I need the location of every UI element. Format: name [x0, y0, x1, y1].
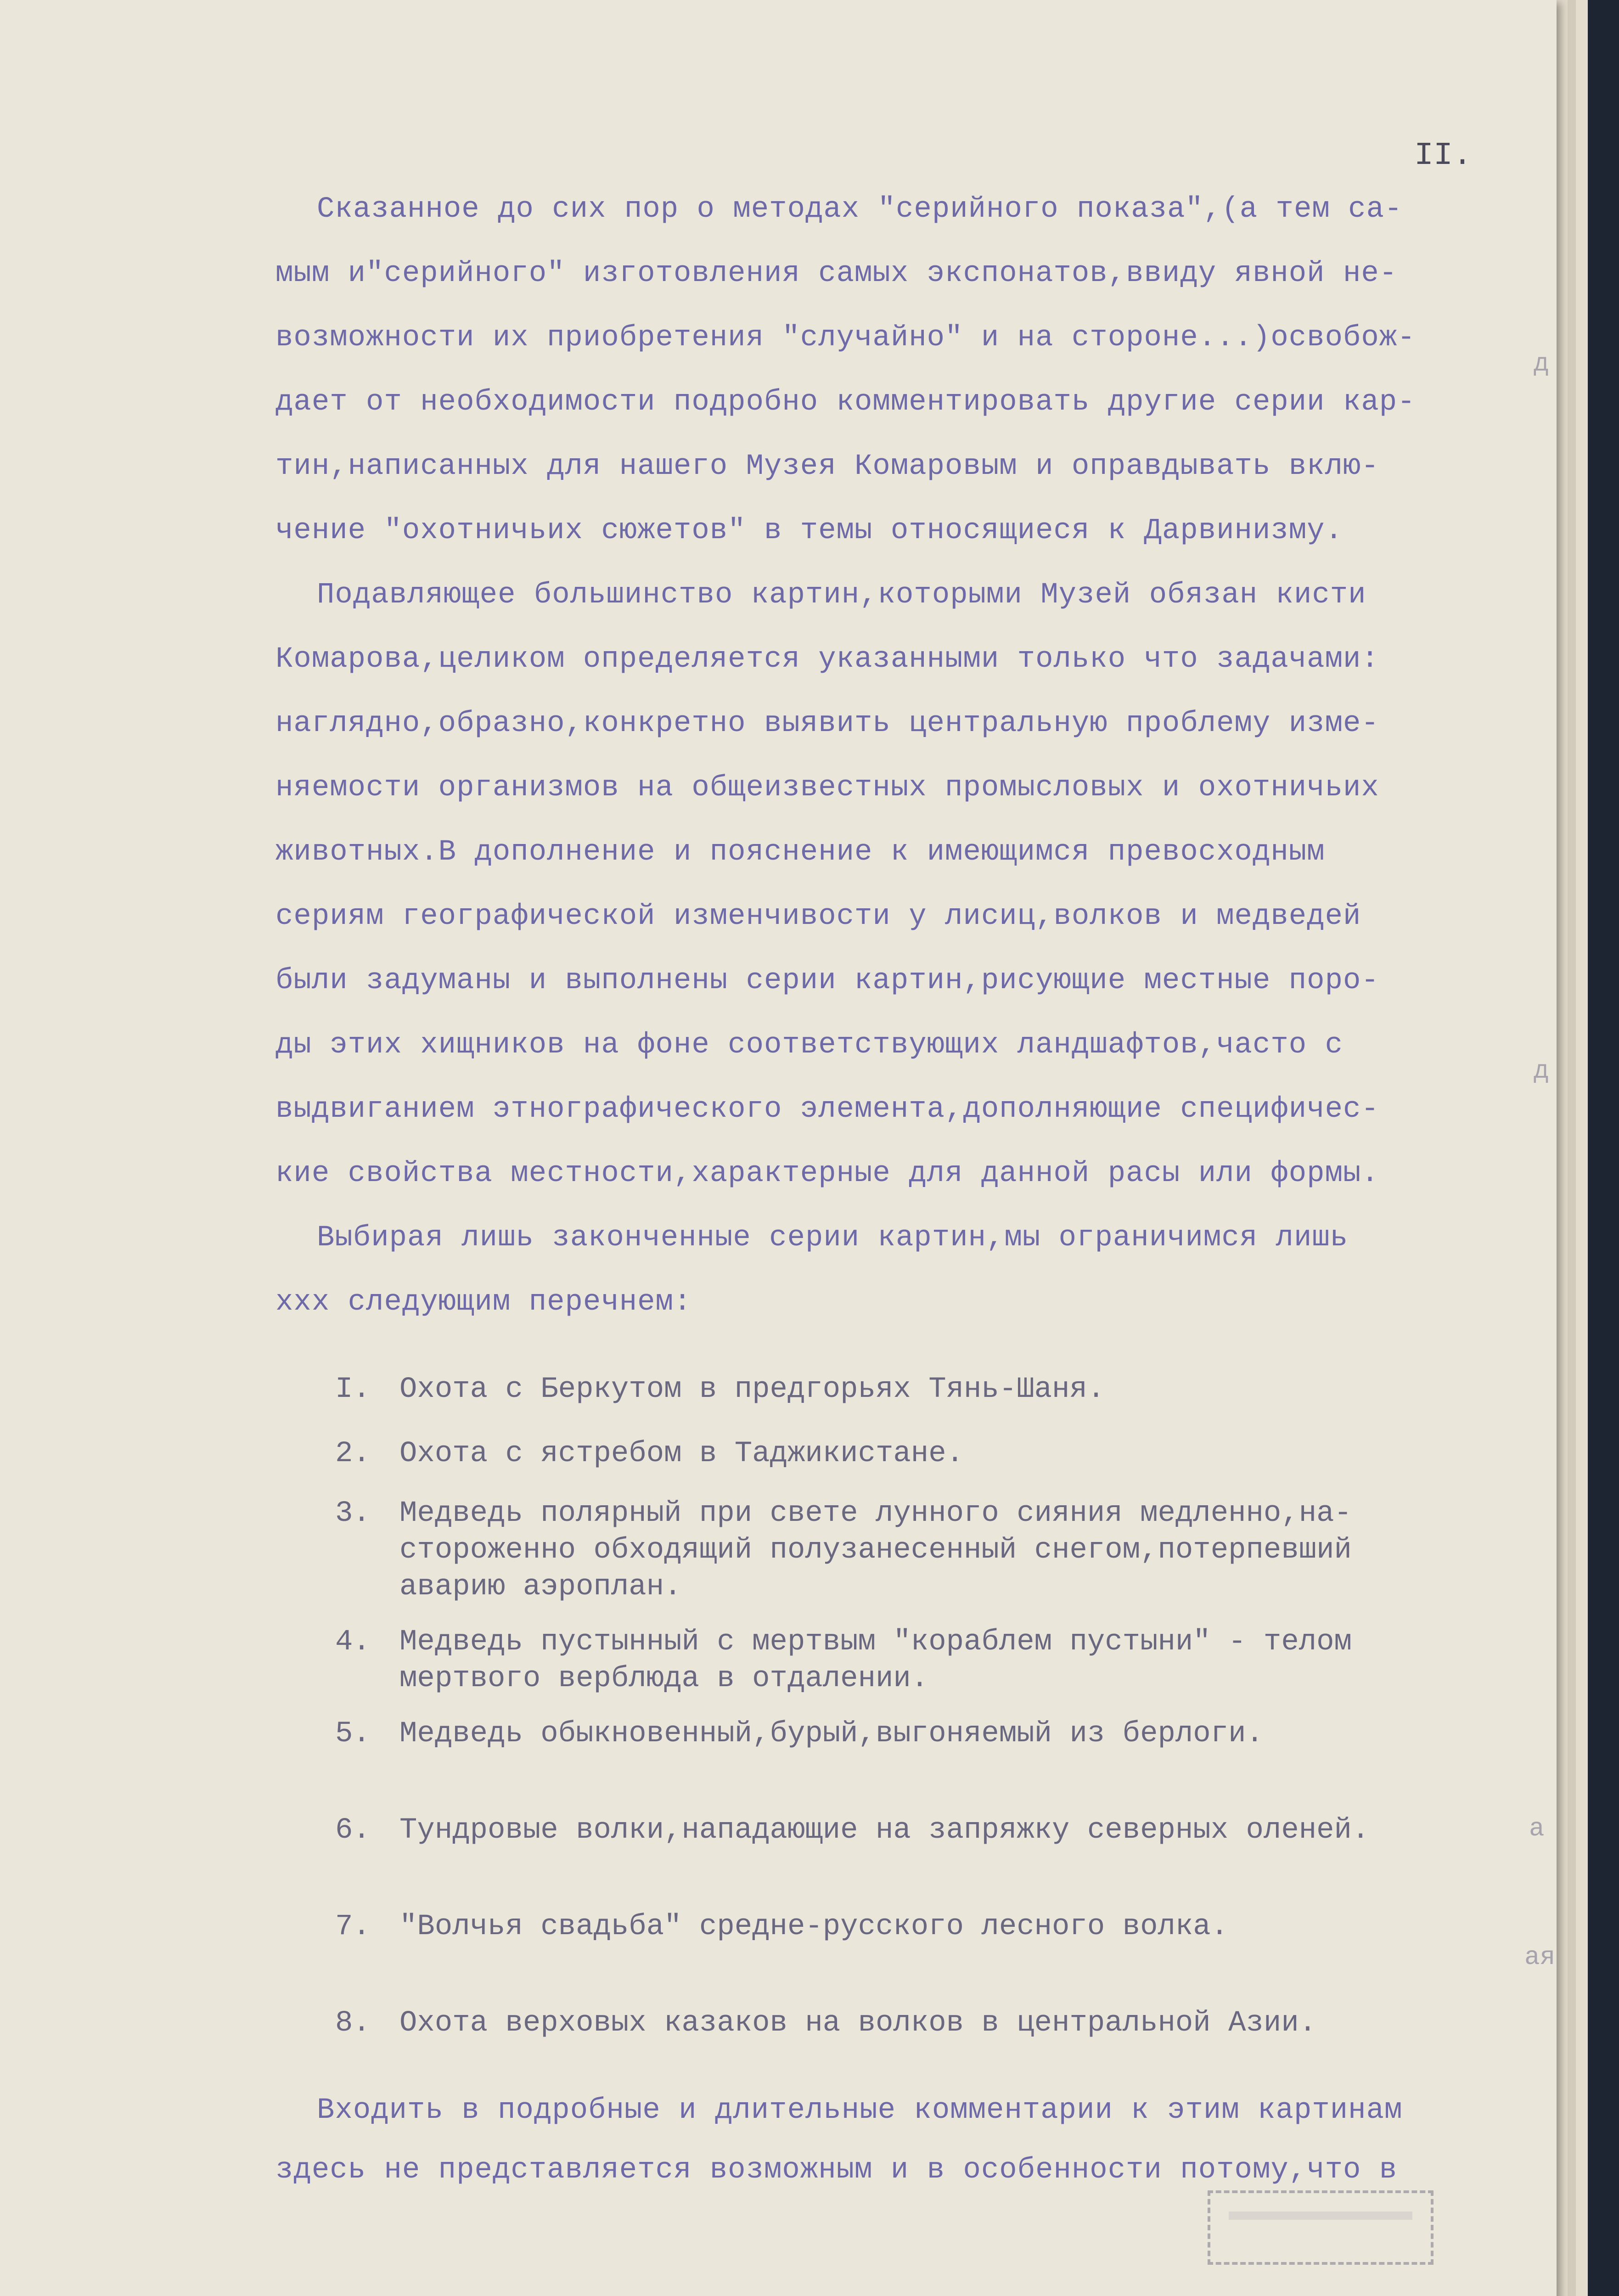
list-item [335, 1373, 1105, 1406]
text-line: возможности их приобретения "случайно" и на стороне...)освобож- [275, 321, 1416, 355]
text-line: Выбирая лишь законченные серии картин,мы ограничимся лишь [317, 1221, 1349, 1255]
page-edge [1557, 0, 1568, 2296]
margin-mark: д [1534, 1056, 1549, 1086]
text-line: дает от необходимости подробно комментировать другие серии кар- [275, 386, 1416, 419]
list-item [335, 2007, 1316, 2040]
text-line: ххх следующим перечнем: [275, 1286, 692, 1319]
text-line: здесь не представляется возможным и в особенности потому,что в [275, 2154, 1398, 2187]
list-number: 8. [335, 2007, 371, 2040]
text-line: сериям географической изменчивости у лисиц,волков и медведей [275, 900, 1361, 933]
page-edge [1568, 0, 1576, 2296]
text-line: выдвиганием этнографического элемента,дополняющие специфичес- [275, 1093, 1379, 1126]
list-text: Медведь полярный при свете лунного сияния медленно,на- [399, 1497, 1352, 1530]
text-line: наглядно,образно,конкретно выявить центральную проблему изме- [275, 707, 1379, 740]
page-number: II. [1414, 138, 1473, 174]
list-number: 7. [335, 1910, 371, 1943]
list-item [335, 1437, 964, 1470]
text-line: тин,написанных для нашего Музея Комаровым и оправдывать вклю- [275, 450, 1379, 483]
archive-stamp [1208, 2190, 1433, 2265]
list-number: 5. [335, 1717, 371, 1750]
list-number: 6. [335, 1814, 371, 1847]
list-text: Охота с Беркутом в предгорьях Тянь-Шаня. [399, 1373, 1105, 1406]
margin-mark: ая [1524, 1942, 1556, 1972]
list-item [335, 1497, 1352, 1530]
list-number: 2. [335, 1437, 371, 1470]
text-line: кие свойства местности,характерные для данной расы или формы. [275, 1157, 1379, 1190]
list-number: I. [335, 1373, 371, 1406]
text-line: Сказанное до сих пор о методах "серийного показа",(а тем са- [317, 193, 1403, 226]
text-line: животных.В дополнение и пояснение к имеющимся превосходным [275, 836, 1325, 869]
list-text: стороженно обходящий полузанесенный снегом,потерпевший [399, 1534, 1352, 1567]
list-text: Охота верховых казаков на волков в центральной Азии. [399, 2007, 1317, 2040]
text-line: ды этих хищников на фоне соответствующих ландшафтов,часто с [275, 1029, 1343, 1062]
list-item [335, 1910, 1228, 1943]
list-item [335, 1814, 1369, 1847]
list-item [335, 1626, 1352, 1659]
page-edge [1576, 0, 1588, 2296]
text-line: Комарова,целиком определяется указанными только что задачами: [275, 643, 1379, 676]
text-line: были задуманы и выполнены серии картин,рисующие местные поро- [275, 964, 1379, 997]
list-number: 4. [335, 1626, 371, 1659]
margin-mark: а [1529, 1814, 1545, 1843]
list-text: "Волчья свадьба" средне-русского лесного волка. [399, 1910, 1229, 1943]
list-text: аварию аэроплан. [399, 1570, 682, 1604]
text-line: Входить в подробные и длительные комментарии к этим картинам [317, 2094, 1403, 2127]
stamp-mark [1229, 2212, 1412, 2220]
list-number: 3. [335, 1497, 371, 1530]
list-text: Медведь обыкновенный,бурый,выгоняемый из берлоги. [399, 1717, 1264, 1750]
margin-mark: д [1534, 349, 1549, 378]
text-line: няемости организмов на общеизвестных промысловых и охотничьих [275, 771, 1379, 805]
list-text: Охота с ястребом в Таджикистане. [399, 1437, 964, 1470]
text-line: чение "охотничьих сюжетов" в темы относящиеся к Дарвинизму. [275, 514, 1343, 547]
list-text: Тундровые волки,нападающие на запряжку северных оленей. [399, 1814, 1370, 1847]
text-line: мым и"серийного" изготовления самых экспонатов,ввиду явной не- [275, 257, 1398, 290]
list-item [335, 1717, 1264, 1750]
list-text: Медведь пустынный с мертвым "кораблем пустыни" - телом [399, 1626, 1352, 1659]
text-line: Подавляющее большинство картин,которыми Музей обязан кисти [317, 579, 1366, 612]
list-text: мертвого верблюда в отдалении. [399, 1662, 929, 1695]
